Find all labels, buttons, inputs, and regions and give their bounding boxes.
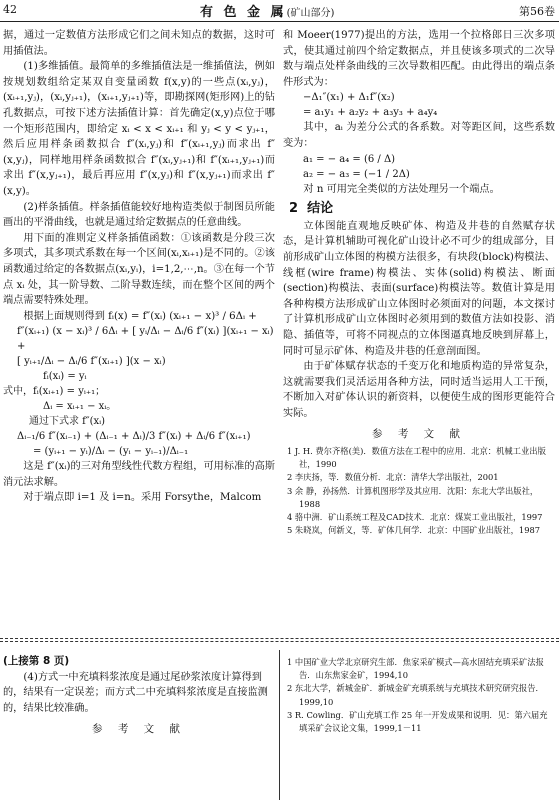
reference-item: 3 余 静，孙扬然．计算机图形学及其应用．沈阳：东北大学出版社，1988: [287, 485, 539, 509]
section-divider: [0, 641, 559, 642]
paragraph: 由于矿体赋存状态的千变万化和地质构造的异常复杂，这就需要我们灵活运用各种方法，同时适当运用人工干预，不断加入对矿体认识的新资料，以便使生成的图形更能符合实际。: [283, 361, 555, 419]
paragraph: 立体图能直观地反映矿体、构造及井巷的自然赋存状态，是计算机辅助可视化矿山设计必不可少的组成部分，目前形成矿山立体图的构模方法很多，有块段(block)构模法、线框(wire frame)构模法、实体(solid)构模法、断面(section)构模法、表面(surface)构模法等。数值计算是用各种构模方法形成矿山立体图时必须面对的问题，本文探讨了计算机形成矿山立体图时必须用到的数值方法如投影、消隐、插值等，可将不同视点的立体图逼真地反映到屏幕上，同时可显示矿体、构造及井巷的任意剖面图。: [283, 220, 555, 357]
paragraph: 用下面的准则定义样条插值函数：①该函数是分段三次多项式，其多项式系数在每一个区间(xᵢ,xᵢ₊₁)是不同的。②该函数通过给定的各数据点(xᵢ,yᵢ)，i=1,2,⋯,n。③在每一个节点 xᵢ 处，其一阶导数、二阶导数连续，而在整个区间的两个端点需要特殊处理。: [3, 232, 275, 307]
formula: −Δ₁″(x₁) + Δ₁f″(x₂): [303, 92, 395, 104]
formula: 式中，fᵢ(xᵢ₊₁) = yᵢ₊₁；: [3, 386, 106, 398]
column-rule: [279, 650, 280, 800]
formula: f″(xᵢ₊₁) (x − xᵢ)³ / 6Δᵢ + [ yᵢ/Δᵢ − Δᵢ/6 f″(xᵢ) ](xᵢ₊₁ − xᵢ) +: [17, 326, 274, 353]
formula: [ yᵢ₊₁/Δᵢ − Δᵢ/6 f″(xᵢ₊₁) ](x − xᵢ): [17, 356, 166, 368]
reference-item: 2 李庆扬，等．数值分析．北京：清华大学出版社，2001: [287, 472, 499, 483]
paragraph: (2)样条插值。样条插值能较好地构造类似于制图员所能画出的平滑曲线，也就是通过给定数据点的任意曲线。: [3, 201, 275, 229]
references-title: 参 考 文 献: [371, 428, 466, 441]
continued-references: [283, 656, 555, 735]
journal-title: [200, 1, 334, 20]
section-divider: [0, 638, 559, 639]
formula: fᵢ(xᵢ) = yᵢ: [43, 371, 87, 383]
journal-name: 有 色 金 属: [200, 5, 287, 20]
formula: = (yᵢ₊₁ − yᵢ)/Δᵢ − (yᵢ − yᵢ₋₁)/Δᵢ₋₁: [33, 446, 189, 458]
page-header: [0, 0, 559, 22]
reference-item: 3 R. Cowling．矿山充填工作 25 年一开发成果和说明．见：第六届充填采矿会议论文集，1999,1－11: [287, 709, 548, 734]
paragraph: 这是 f″(xᵢ)的三对角型线性代数方程组，可用标准的高斯消元法求解。: [3, 461, 275, 488]
paragraph: 其中，aᵢ 为差分公式的各系数。对等距区间，这些系数变为：: [283, 122, 555, 149]
formula: Δᵢ₋₁/6 f″(xᵢ₋₁) + (Δᵢ₋₁ + Δᵢ)/3 f″(xᵢ) + Δᵢ/6 f″(xᵢ₊₁): [17, 431, 251, 443]
formula: a₁ = − a₄ = (6 / Δ): [303, 153, 396, 165]
reference-item: 2 东北大学，新城金矿．新城金矿充填系统与充填技术研究研究报告．1999,10: [287, 683, 544, 707]
reference-item: 1 J. H. 费尔齐格(美)．数值方法在工程中的应用．北京：机械工业出版社，1990: [287, 446, 546, 470]
paragraph: (1)多维插值。最简单的多维插值法是一维插值法，例如按规划数组给定某双自变量函数 f(x,y)的一些点(xᵢ,yⱼ)，(xᵢ₊₁,yⱼ)，(xᵢ,yⱼ₊₁)，(xᵢ₊₁,yⱼ₊₁)等，即勘探网(矩形网)上的钻孔数据点，可按下述方法插值计算：首先确定(x,y)点位于哪一个矩形范围内，即给定 xᵢ < x < xᵢ₊₁ 和 yⱼ < y < yⱼ₊₁，然后应用样条函数拟合 f″(xᵢ,yⱼ)和 f″(xᵢ₊₁,yⱼ)而求出 f″(x,yⱼ)，同样地用样条函数拟合 f″(xᵢ,yⱼ₊₁)和 f″(xᵢ₊₁,yⱼ₊₁)而求出 f″(x,yⱼ₊₁)，最后再应用 f″(x,yⱼ)和 f″(x,yⱼ₊₁)而求出 f″(x,y)。: [3, 61, 275, 197]
formula: = a₁y₁ + a₂y₂ + a₃y₃ + a₄y₄: [303, 107, 438, 119]
section-number: 2: [289, 201, 299, 217]
paragraph: 据，通过一定数值方法形成它们之间未知点的数据，这时可用插值法。: [3, 30, 275, 57]
continued-label: (上接第 8 页): [3, 655, 70, 667]
journal-subtitle: (矿山部分): [286, 8, 335, 19]
reference-item: 1 中国矿业大学北京研究生部．焦家采矿模式—高水固结充填采矿法报告．山东焦家金矿，1994,10: [287, 657, 544, 681]
paragraph: 对 n 可用完全类似的方法处理另一个端点。: [303, 183, 500, 195]
formula: a₂ = − a₃ = (−1 / 2Δ): [303, 168, 410, 180]
paragraph: 对于端点即 i=1 及 i=n。采用 Forsythe，Malcom: [23, 492, 262, 504]
page-number: 42: [3, 3, 17, 16]
formula-intro: 根据上面规则得到 fᵢ(x) = f″(xᵢ) (xᵢ₊₁ − x)³ / 6Δᵢ +: [23, 310, 257, 322]
reference-item: 4 骆中洲．矿山系统工程及CAD技术．北京：煤炭工业出版社，1997: [287, 512, 543, 523]
reference-item: 5 朱晓岚，何新义，等．矿体几何学．北京：中国矿业出版社，1987: [287, 525, 541, 536]
section-heading: [289, 201, 555, 217]
left-column: [3, 28, 275, 506]
formula: Δᵢ = xᵢ₊₁ − xᵢ。: [43, 401, 117, 413]
continued-section: [3, 654, 275, 740]
formula: 通过下式求 f″(xᵢ): [29, 416, 106, 428]
issue-number: 第56卷: [519, 5, 555, 18]
right-column: [283, 28, 555, 537]
paragraph: 和 Moeer(1977)提出的方法，选用一个拉格郎日三次多项式，使其通过前四个给定数据点，并且使该多项式的二次导数与端点处样条曲线的三次导数相匹配。由此得出的端点条件形式为：: [283, 30, 555, 88]
paragraph: (4)方式一中充填料浆浓度是通过尾砂浆浓度计算得到的，结果有一定误差；而方式二中充填料浆浓度是直接监测的，结果比较准确。: [3, 671, 268, 714]
references-title: 参 考 文 献: [91, 723, 186, 736]
section-title: 结论: [307, 201, 334, 217]
